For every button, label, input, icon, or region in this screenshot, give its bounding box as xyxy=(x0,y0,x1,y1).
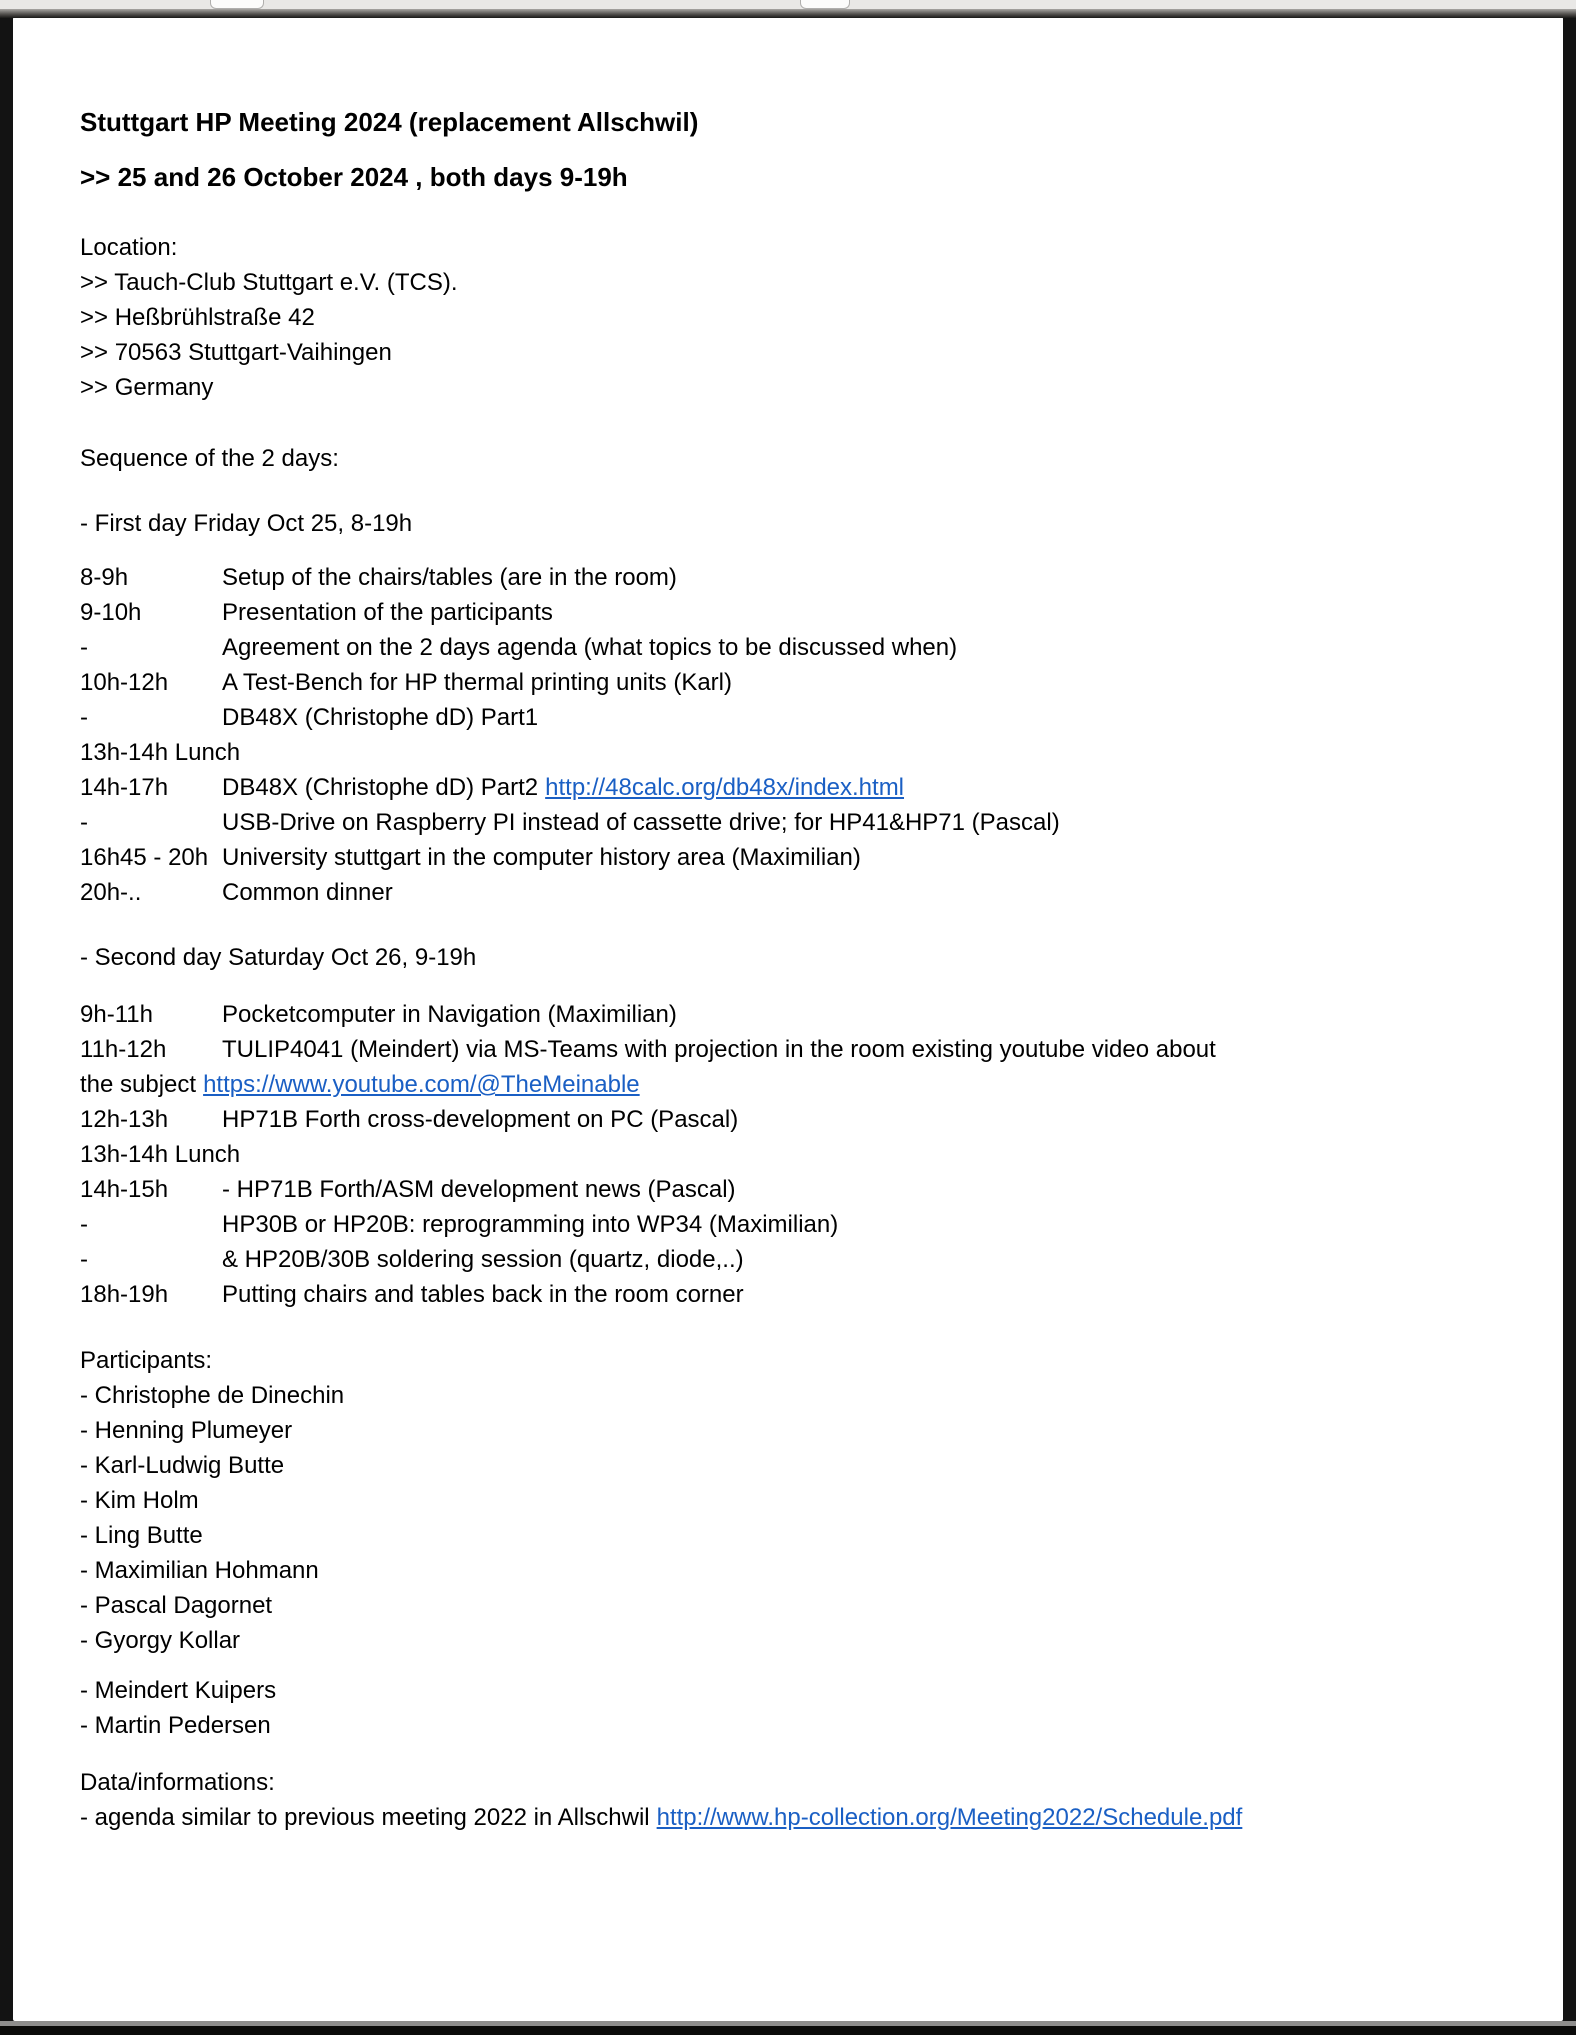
schedule-row xyxy=(80,805,1507,840)
schedule-row-lunch xyxy=(80,735,1507,770)
browser-tab-remnant[interactable] xyxy=(800,0,850,9)
location-line: >> Tauch-Club Stuttgart e.V. (TCS). xyxy=(80,269,458,296)
datainfo-line xyxy=(80,1800,1507,1835)
document-content xyxy=(13,17,1563,1835)
schedule-row-wrap xyxy=(80,1067,1507,1102)
participant: - Karl-Ludwig Butte xyxy=(80,1452,285,1479)
schedule-row xyxy=(80,1102,1507,1137)
schedule-desc: DB48X (Christophe dD) Part2 xyxy=(222,774,539,801)
schedule-time: - xyxy=(80,704,88,731)
datainfo-section xyxy=(80,1765,1507,1835)
participants-section xyxy=(80,1343,1507,1743)
schedule-row xyxy=(80,1242,1507,1277)
schedule-desc: DB48X (Christophe dD) Part1 xyxy=(222,704,539,731)
datainfo-heading: Data/informations: xyxy=(80,1769,275,1796)
participant: - Maximilian Hohmann xyxy=(80,1557,319,1584)
document-page xyxy=(13,17,1563,2021)
schedule-time: 16h45 - 20h xyxy=(80,844,209,871)
taskbar xyxy=(0,2026,1576,2035)
schedule-time: 9h-11h xyxy=(80,1001,153,1028)
schedule-time: 18h-19h xyxy=(80,1281,169,1308)
location-section xyxy=(80,230,1507,405)
datainfo-text: - agenda similar to previous meeting 2022 in Allschwil xyxy=(80,1804,650,1831)
schedule-row xyxy=(80,1032,1507,1067)
participants-heading: Participants: xyxy=(80,1347,213,1374)
schedule-text: the subject xyxy=(80,1071,197,1098)
location-line: >> Heßbrühlstraße 42 xyxy=(80,304,315,331)
window-frame-top xyxy=(0,9,1576,18)
schedule-desc: HP30B or HP20B: reprogramming into WP34 (Maximilian) xyxy=(222,1211,839,1238)
schedule-desc: Pocketcomputer in Navigation (Maximilian) xyxy=(222,1001,677,1028)
day1-heading: - First day Friday Oct 25, 8-19h xyxy=(80,510,413,537)
schedule-time: 14h-15h xyxy=(80,1176,169,1203)
schedule-row xyxy=(80,1172,1507,1207)
page-subtitle: >> 25 and 26 October 2024 , both days 9-19h xyxy=(80,162,628,192)
schedule-time: 14h-17h xyxy=(80,774,169,801)
schedule-desc: Presentation of the participants xyxy=(222,599,553,626)
participant: - Ling Butte xyxy=(80,1522,203,1549)
location-line: >> 70563 Stuttgart-Vaihingen xyxy=(80,339,392,366)
participant: - Henning Plumeyer xyxy=(80,1417,293,1444)
participant: - Pascal Dagornet xyxy=(80,1592,273,1619)
schedule-text: 13h-14h Lunch xyxy=(80,1141,241,1168)
schedule-desc: Setup of the chairs/tables (are in the room) xyxy=(222,564,677,591)
schedule-desc: - HP71B Forth/ASM development news (Pascal) xyxy=(222,1176,736,1203)
schedule-row xyxy=(80,630,1507,665)
schedule-desc: A Test-Bench for HP thermal printing units (Karl) xyxy=(222,669,732,696)
youtube-link[interactable]: https://www.youtube.com/@TheMeinable xyxy=(203,1071,640,1098)
schedule-desc: Agreement on the 2 days agenda (what topics to be discussed when) xyxy=(222,634,958,661)
schedule-row xyxy=(80,595,1507,630)
browser-top-strip xyxy=(0,0,1576,9)
day2-schedule xyxy=(80,997,1507,1312)
participant: - Kim Holm xyxy=(80,1487,199,1514)
schedule-time: - xyxy=(80,809,88,836)
schedule-row xyxy=(80,770,1507,805)
participant: - Christophe de Dinechin xyxy=(80,1382,345,1409)
schedule-row xyxy=(80,665,1507,700)
schedule-time: 20h-.. xyxy=(80,879,142,906)
location-heading: Location: xyxy=(80,234,178,261)
page-title: Stuttgart HP Meeting 2024 (replacement Allschwil) xyxy=(80,107,699,137)
schedule-time: - xyxy=(80,1246,88,1273)
schedule-time: - xyxy=(80,634,88,661)
schedule-time: 8-9h xyxy=(80,564,129,591)
schedule-desc: Common dinner xyxy=(222,879,393,906)
schedule-desc: USB-Drive on Raspberry PI instead of cassette drive; for HP41&HP71 (Pascal) xyxy=(222,809,1060,836)
schedule-row xyxy=(80,875,1507,910)
schedule-text: 13h-14h Lunch xyxy=(80,739,241,766)
participant: - Martin Pedersen xyxy=(80,1712,271,1739)
schedule-row xyxy=(80,700,1507,735)
day2-heading: - Second day Saturday Oct 26, 9-19h xyxy=(80,944,477,971)
participants-remote-group xyxy=(80,1673,1507,1743)
browser-tab-remnant[interactable] xyxy=(210,0,264,9)
schedule-row xyxy=(80,560,1507,595)
schedule-row-lunch xyxy=(80,1137,1507,1172)
schedule-time: - xyxy=(80,1211,88,1238)
schedule-desc: HP71B Forth cross-development on PC (Pascal) xyxy=(222,1106,739,1133)
sequence-heading: Sequence of the 2 days: xyxy=(80,445,339,472)
schedule-desc: TULIP4041 (Meindert) via MS-Teams with projection in the room existing youtube video about xyxy=(222,1036,1216,1063)
participant: - Gyorgy Kollar xyxy=(80,1627,241,1654)
schedule-desc: University stuttgart in the computer history area (Maximilian) xyxy=(222,844,861,871)
schedule-pdf-link[interactable]: http://www.hp-collection.org/Meeting2022/Schedule.pdf xyxy=(656,1804,1243,1831)
schedule-desc: & HP20B/30B soldering session (quartz, diode,..) xyxy=(222,1246,744,1273)
schedule-row xyxy=(80,997,1507,1032)
schedule-time: 12h-13h xyxy=(80,1106,169,1133)
schedule-row xyxy=(80,1277,1507,1312)
location-line: >> Germany xyxy=(80,374,214,401)
schedule-time: 9-10h xyxy=(80,599,142,626)
day1-schedule xyxy=(80,560,1507,910)
schedule-desc: Putting chairs and tables back in the room corner xyxy=(222,1281,744,1308)
schedule-row xyxy=(80,1207,1507,1242)
schedule-time: 10h-12h xyxy=(80,669,169,696)
participant: - Meindert Kuipers xyxy=(80,1677,277,1704)
db48x-link[interactable]: http://48calc.org/db48x/index.html xyxy=(545,774,905,801)
schedule-row xyxy=(80,840,1507,875)
schedule-time: 11h-12h xyxy=(80,1036,167,1063)
